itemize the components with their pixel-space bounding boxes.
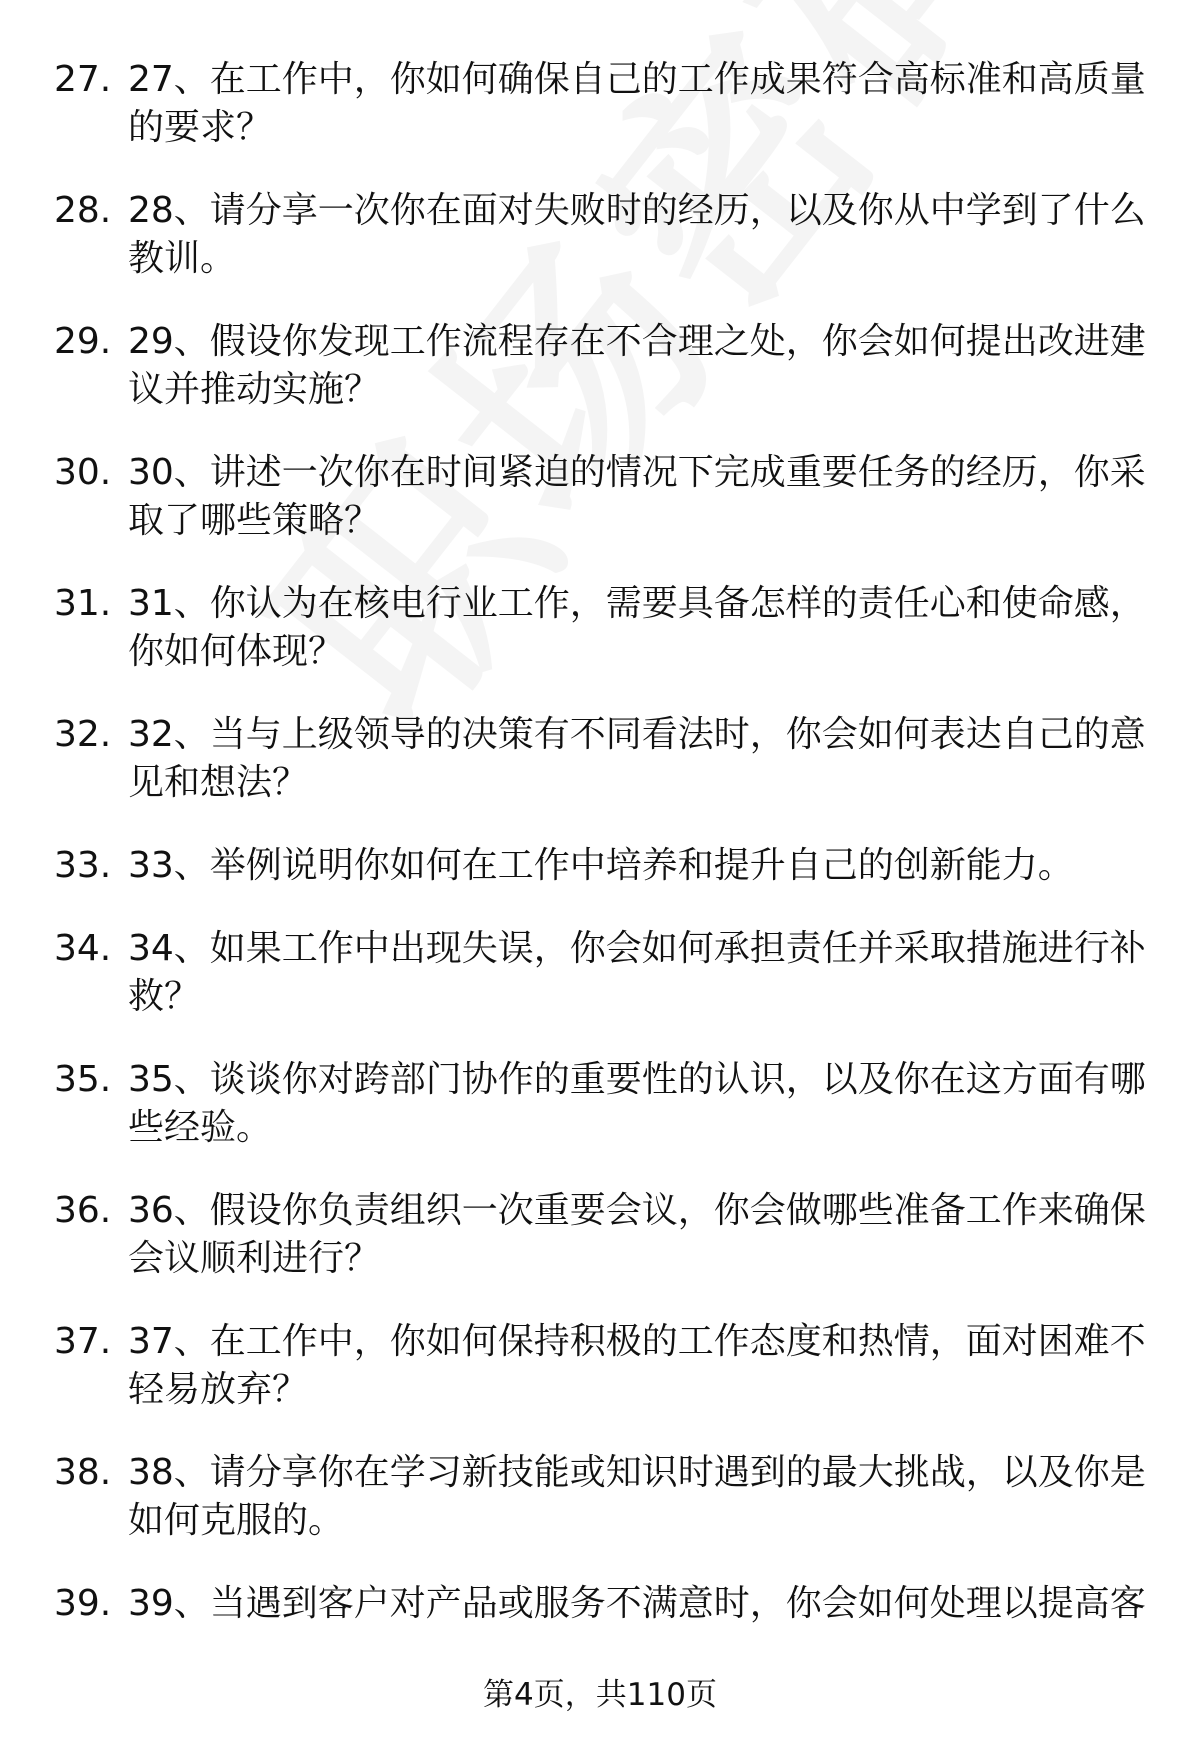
question-item [54, 580, 1154, 676]
question-number: 29. [54, 321, 112, 362]
question-item [54, 842, 1154, 890]
question-item [54, 449, 1154, 545]
question-text: 29、假设你发现工作流程存在不合理之处，你会如何提出改进建议并推动实施？ [128, 321, 1146, 410]
question-text: 39、当遇到客户对产品或服务不满意时，你会如何处理以提高客 [128, 1583, 1146, 1624]
question-item [54, 1187, 1154, 1283]
question-text: 34、如果工作中出现失误，你会如何承担责任并采取措施进行补救？ [128, 928, 1146, 1017]
question-text: 30、讲述一次你在时间紧迫的情况下完成重要任务的经历，你采取了哪些策略？ [128, 452, 1146, 541]
question-number: 27. [54, 59, 112, 100]
question-number: 39. [54, 1583, 112, 1624]
question-item [54, 925, 1154, 1021]
question-text: 38、请分享你在学习新技能或知识时遇到的最大挑战，以及你是如何克服的。 [128, 1452, 1146, 1541]
question-item [54, 318, 1154, 414]
question-number: 32. [54, 714, 112, 755]
question-number: 34. [54, 928, 112, 969]
question-item [54, 1318, 1154, 1414]
question-item [54, 711, 1154, 807]
question-item [54, 187, 1154, 283]
question-item [54, 1580, 1154, 1628]
question-item [54, 1449, 1154, 1545]
question-item [54, 1056, 1154, 1152]
question-text: 33、举例说明你如何在工作中培养和提升自己的创新能力。 [128, 845, 1074, 886]
question-text: 35、谈谈你对跨部门协作的重要性的认识，以及你在这方面有哪些经验。 [128, 1059, 1146, 1148]
question-number: 35. [54, 1059, 112, 1100]
question-text: 27、在工作中，你如何确保自己的工作成果符合高标准和高质量的要求？ [128, 59, 1146, 148]
question-text: 32、当与上级领导的决策有不同看法时，你会如何表达自己的意见和想法？ [128, 714, 1146, 803]
question-item [54, 56, 1154, 152]
question-number: 38. [54, 1452, 112, 1493]
question-number: 31. [54, 583, 112, 624]
question-number: 30. [54, 452, 112, 493]
page-number-footer: 第4页，共110页 [483, 1677, 717, 1713]
question-text: 28、请分享一次你在面对失败时的经历，以及你从中学到了什么教训。 [128, 190, 1146, 279]
question-list [54, 56, 1154, 1663]
question-text: 31、你认为在核电行业工作，需要具备怎样的责任心和使命感，你如何体现？ [128, 583, 1146, 672]
question-text: 36、假设你负责组织一次重要会议，你会做哪些准备工作来确保会议顺利进行？ [128, 1190, 1146, 1279]
question-number: 36. [54, 1190, 112, 1231]
question-number: 33. [54, 845, 112, 886]
question-text: 37、在工作中，你如何保持积极的工作态度和热情，面对困难不轻易放弃？ [128, 1321, 1146, 1410]
question-number: 37. [54, 1321, 112, 1362]
question-number: 28. [54, 190, 112, 231]
